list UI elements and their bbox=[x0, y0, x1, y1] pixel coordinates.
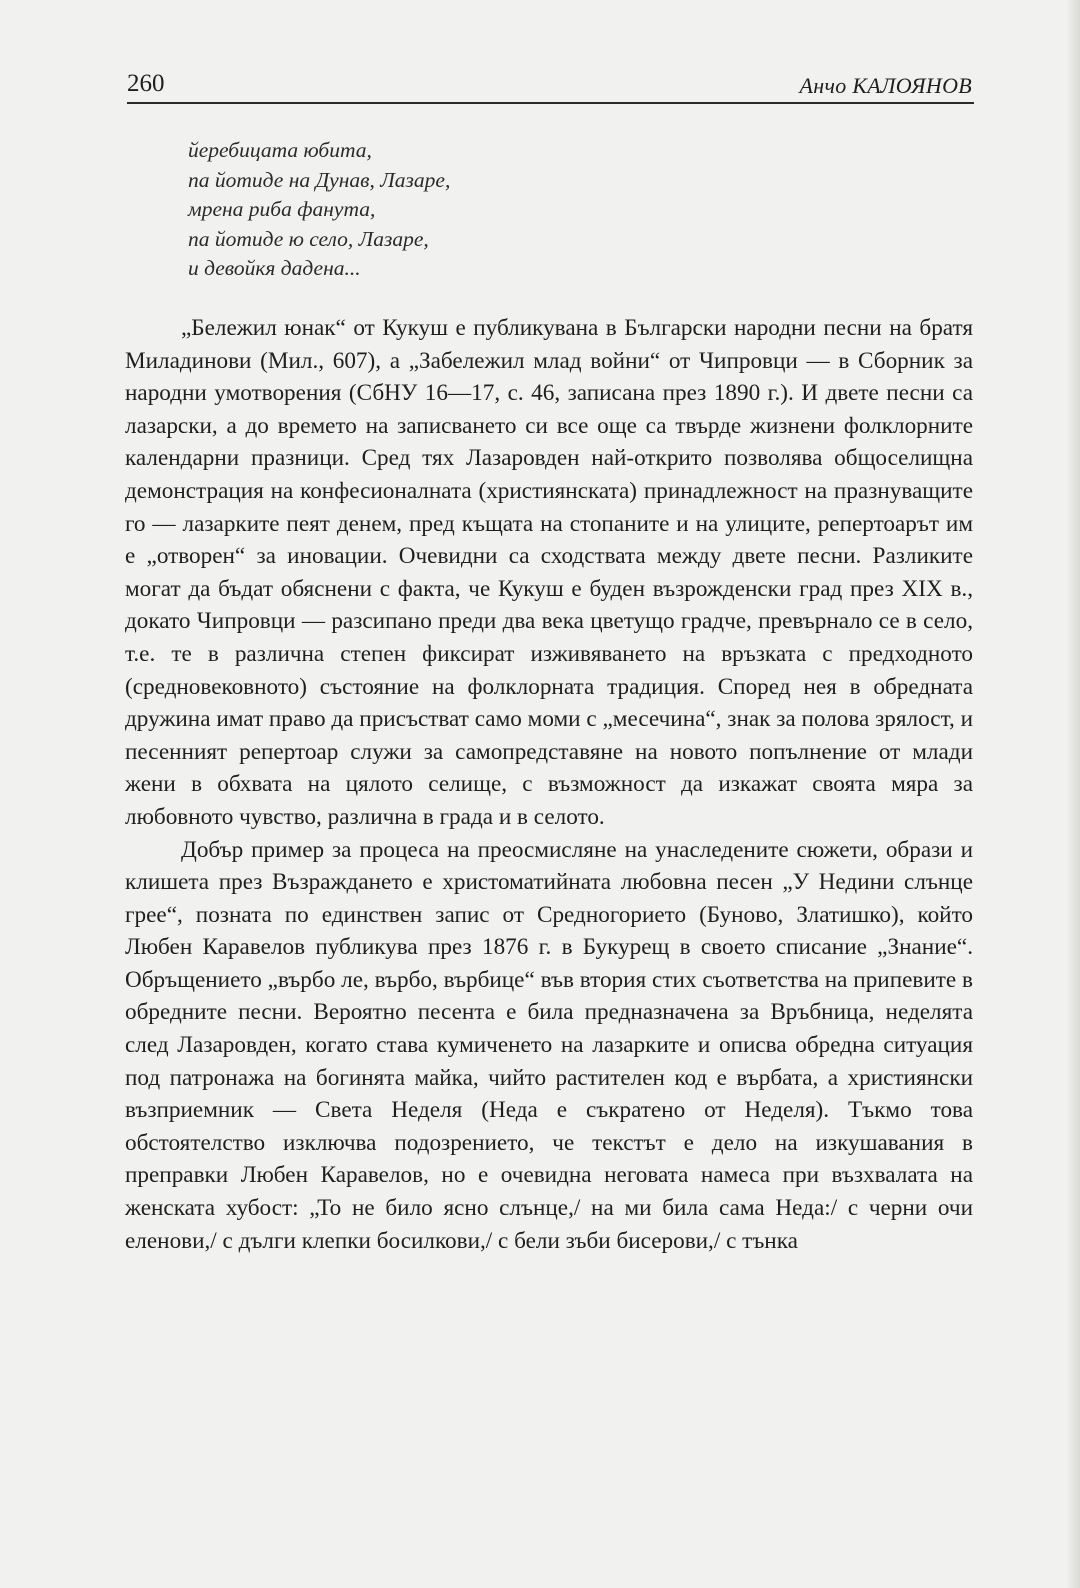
paragraph: Добър пример за процеса на преосмисляне на унаследените сюжети, образи и клишета през Възраждането е христоматийната любовна песен „У Недини слънце грее“, позната по единствен запис от Средногорието (Буново, Златишко), който Любен Каравелов публикува през 1876 г. в Букурещ в своето списание „Знание“. Обръщението „върбо ле, върбо, върбице“ във втория стих съответства на припевите в обредните песни. Вероятно песента е била предназначена за Връбница, неделята след Лазаровден, когато става кумиченето на лазарките и описва обредна ситуация под патронажа на богинята майка, чийто растителен код е върбата, а християнски възприемник — Света Неделя (Неда е съкратено от Неделя). Тъкмо това обстоятелство изключва подозрението, че текстът е дело на изкушавания в преправки Любен Каравелов, но е очевидна неговата намеса при възхвалата на женската хубост: „То не било ясно слънце,/ на ми била сама Неда:/ с черни очи еленови,/ с дълги клепки босилкови,/ с бели зъби бисерови,/ с тънка bbox=[125, 836, 973, 1254]
page-header bbox=[127, 68, 974, 104]
verse-line: па йотиде на Дунав, Лазаре, bbox=[188, 167, 451, 192]
verse-line: и девойкя дадена... bbox=[188, 256, 361, 280]
running-head-author: Анчо КАЛОЯНОВ bbox=[799, 73, 972, 98]
verse-line: мрена риба фанута, bbox=[188, 197, 376, 221]
page-edge-shadow bbox=[1066, 0, 1080, 1588]
verse-line: па йотиде ю село, Лазаре, bbox=[188, 226, 429, 251]
paragraph: „Бележил юнак“ от Кукуш е публикувана в Български народни песни на братя Миладинови (Мил., 607), а „Забележил млад войни“ от Чипровци — в Сборник за народни умотворения (СбНУ 16—17, с. 46, записана през 1890 г.). И двете песни са лазарски, а до времето на записването си все още са твърде жизнени фолклорните календарни празници. Сред тях Лазаровден най-открито позволява общоселищна демонстрация на конфесионалната (християнската) принадлежност на празнуващите го — лазарките пеят денем, пред къщата на стопаните и на улиците, репертоарът им е „отворен“ за иновации. Очевидни са сходствата между двете песни. Разликите могат да бъдат обяснени с факта, че Кукуш е буден възрожденски град през XIX в., докато Чипровци — разсипано преди два века цветущо градче, превърнало се в село, т.е. те в различна степен фиксират изживяването на връзката с предходното (средновековното) състояние на фолклорната традиция. Според нея в обредната дружина имат право да присъстват само моми с „месечина“, знак за полова зрялост, и песенният репертоар служи за самопредставяне на новото попълнение от млади жени в обхвата на цялото селище, с възможност да изкажат своята мяра за любовното чувство, различна в града и в селото. bbox=[125, 315, 973, 830]
page-number: 260 bbox=[127, 70, 165, 97]
body-text bbox=[125, 312, 973, 1257]
verse-line: йеребицата юбита, bbox=[188, 138, 372, 162]
verse-quote bbox=[188, 136, 748, 284]
